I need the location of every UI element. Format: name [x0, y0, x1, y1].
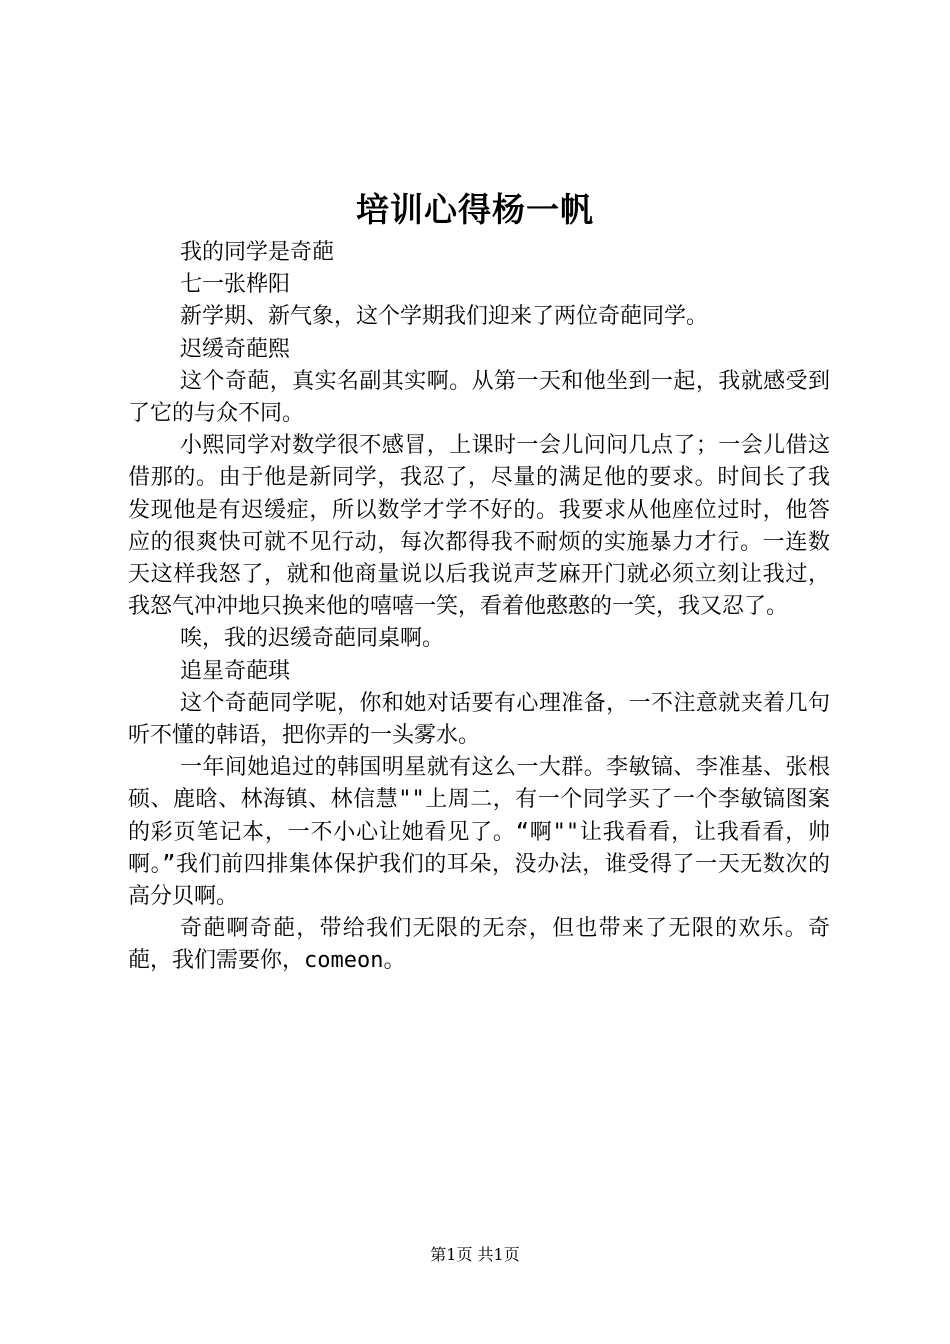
- paragraph: 七一张桦阳: [180, 272, 291, 298]
- paragraph: 一年间她追过的韩国明星就有这么一大群。李敏镐、李准基、张根硕、鹿晗、林海镇、林信慧""上周二，有一个同学买了一个李敏镐图案的彩页笔记本，一不小心让她看见了。“啊""让我看看，让我看看，帅啊。”我们前四排集体保护我们的耳朵，没办法，谁受得了一天无数次的高分贝啊。: [128, 755, 830, 910]
- document-title: 培训心得杨一帆: [356, 190, 594, 229]
- page-footer: 第1页 共1页: [430, 1245, 520, 1264]
- paragraph: 奇葩啊奇葩，带给我们无限的无奈，但也带来了无限的欢乐。奇葩，我们需要你，comeon。: [128, 916, 830, 974]
- paragraph: 唉，我的迟缓奇葩同桌啊。: [180, 626, 445, 652]
- paragraph: 追星奇葩琪: [180, 658, 291, 684]
- paragraph: 迟缓奇葩熙: [180, 336, 291, 362]
- document-body: [128, 237, 830, 978]
- paragraph: 小熙同学对数学很不感冒，上课时一会儿问问几点了；一会儿借这借那的。由于他是新同学，我忍了，尽量的满足他的要求。时间长了我发现他是有迟缓症，所以数学才学不好的。我要求从他座位过时，他答应的很爽快可就不见行动，每次都得我不耐烦的实施暴力才行。一连数天这样我怒了，就和他商量说以后我说声芝麻开门就必须立刻让我过，我怒气冲冲地只换来他的嘻嘻一笑，看着他憨憨的一笑，我又忍了。: [128, 433, 830, 620]
- paragraph: 新学期、新气象，这个学期我们迎来了两位奇葩同学。: [180, 304, 709, 330]
- paragraph: 这个奇葩同学呢，你和她对话要有心理准备，一不注意就夹着几句听不懂的韩语，把你弄的一头雾水。: [128, 690, 830, 749]
- paragraph: 这个奇葩，真实名副其实啊。从第一天和他坐到一起，我就感受到了它的与众不同。: [128, 368, 830, 427]
- paragraph: 我的同学是奇葩: [180, 240, 335, 265]
